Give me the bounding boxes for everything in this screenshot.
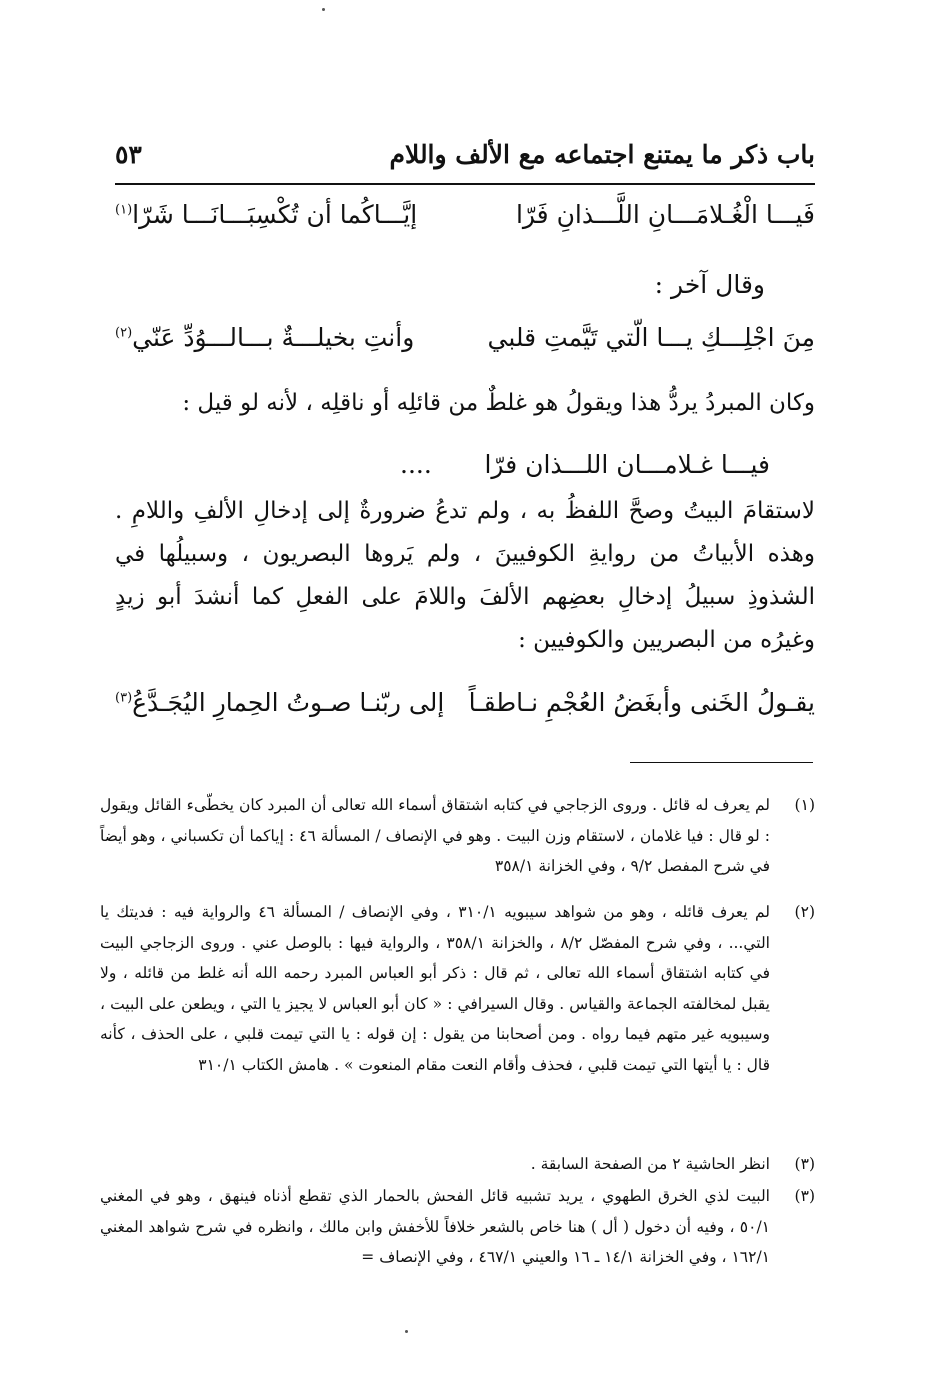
running-header (115, 138, 815, 178)
footnote-number: (٣) (794, 1155, 815, 1173)
verse-2 (115, 323, 815, 363)
footnote-1 (100, 790, 815, 885)
verse-2-second-hemistich: وأنتِ بخيلـــةٌ بـــالـــوُدِّ عَنّي$^{(٢)}$ (115, 323, 415, 352)
footnote-3 (100, 1149, 815, 1179)
verse-1 (115, 200, 815, 240)
footnote-ref-1: (١) (115, 202, 133, 218)
scan-mark (405, 1330, 408, 1333)
footnote-text: انظر الحاشية ٢ من الصفحة السابقة . (530, 1155, 770, 1173)
intro-line: وقال آخر : (654, 270, 765, 299)
verse-2-first-hemistich: مِنَ اجْلِـــكِ يـــا الّتي تَيَّمتِ قلبي (487, 323, 815, 352)
verse-1-first-hemistich: فَيـــا الْغُـلامَـــانِ اللَّـــذانِ فَرّا (515, 200, 815, 229)
footnote-2 (100, 897, 815, 1147)
footnote-separator (630, 762, 813, 763)
footnote-number: (٢) (794, 903, 815, 921)
footnote-ref-3: (٣) (115, 690, 133, 706)
footnote-ref-2: (٢) (115, 325, 133, 341)
verse-3-first-hemistich: فيـــا غـلامـــان اللـــذان فرّا (484, 450, 770, 479)
paragraph-2: لاستقامَ البيتُ وصحَّ اللفظُ به ، ولم تدعُ ضرورةٌ إلى إدخالِ الألفِ واللامِ . وهذه الأبياتُ من روايةِ الكوفيينَ ، ولم يَروها البصريون ، وسبيلُها في الشذوذِ سبيلُ إدخالِ بعضِهم الألفَ واللامَ على الفعلِ كما أنشدَ أبو زيدٍ وغيرُه من البصريين والكوفيين : (115, 498, 815, 653)
footnote-text: لم يعرف قائله ، وهو من شواهد سيبويه ٣١٠/١ ، وفي الإنصاف / المسألة ٤٦ والرواية فيه : فديتك يا التي... ، وفي شرح المفصّل ٨/٢ ، والخزانة ٣٥٨/١ ، والرواية فيها : بالوصل عني . وروى الزجاجي البيت في كتابه اشتقاق أسماء الله تعالى ، ثم قال : ذكر أبو العباس المبرد رحمه الله أنه غلط من قائله ، ولا يقبل لمخالفته الجماعة والقياس . وقال السيرافي : « كان أبو العباس لا يجيز يا التي ، ويطعن على البيت ، وسيبويه غير متهم فيما رواه . ومن أصحابنا من يقول : إن قوله : يا التي تيمت قلبي ، على الحذف ، كأنه قال : يا أيتها التي تيمت قلبي ، فحذف وأقام النعت مقام المنعوت » . هامش الكتاب ٣١٠/١ (100, 903, 771, 1074)
verse-3-ellipsis: .... (400, 450, 432, 479)
footnote-number: (٣) (794, 1187, 815, 1205)
footnote-4 (100, 1181, 815, 1276)
verse-4 (115, 688, 815, 728)
footnote-number: (١) (794, 796, 815, 814)
verse-4-first-hemistich: يقـولُ الخَنى وأبغَضُ العُجْمِ نـاطقـاً (468, 688, 815, 717)
page-number: ٥٣ (115, 140, 142, 169)
chapter-title: باب ذكر ما يمتنع اجتماعه مع الألف واللام (389, 140, 815, 169)
verse-4-second-hemistich: إلى ربّنـا صـوتُ الحِمارِ اليُجَـدَّعُ$^{(٣)}$ (115, 688, 445, 717)
footnote-text: لم يعرف له قائل . وروى الزجاجي في كتابه اشتقاق أسماء الله تعالى أن المبرد كان يخطّىء القائل ويقول : لو قال : فيا غلامان ، لاستقام وزن البيت . وهو في الإنصاف / المسألة ٤٦ : إياكما أن تكسباني ، وهو أيضاً في شرح المفصل ٩/٢ ، وفي الخزانة ٣٥٨/١ (100, 796, 770, 875)
header-rule (115, 183, 815, 185)
footnote-text: البيت لذي الخرق الطهوي ، يريد تشبيه قائل الفحش بالحمار الذي تقطع أذناه فينهق ، وهو في المغني ٥٠/١ ، وفيه أن دخول ( أل ) هنا خاص بالشعر خلافاً للأخفش وابن مالك ، وانظره في شرح شواهد المغني ١٦٢/١ ، وفي الخزانة ١٤/١ ـ ١٦ والعيني ٤٦٧/١ ، وفي الإنصاف = (100, 1187, 770, 1266)
paragraph-1: وكان المبردُ يردُّ هذا ويقولُ هو غلطٌ من قائلِه أو ناقلِه ، لأنه لو قيل : (182, 390, 815, 416)
verse-1-second-hemistich: إيَّـــاكُما أن تُكْسِبَـــانَـــا شَرّا$^{(١)}$ (115, 200, 418, 229)
scan-mark (322, 8, 325, 11)
